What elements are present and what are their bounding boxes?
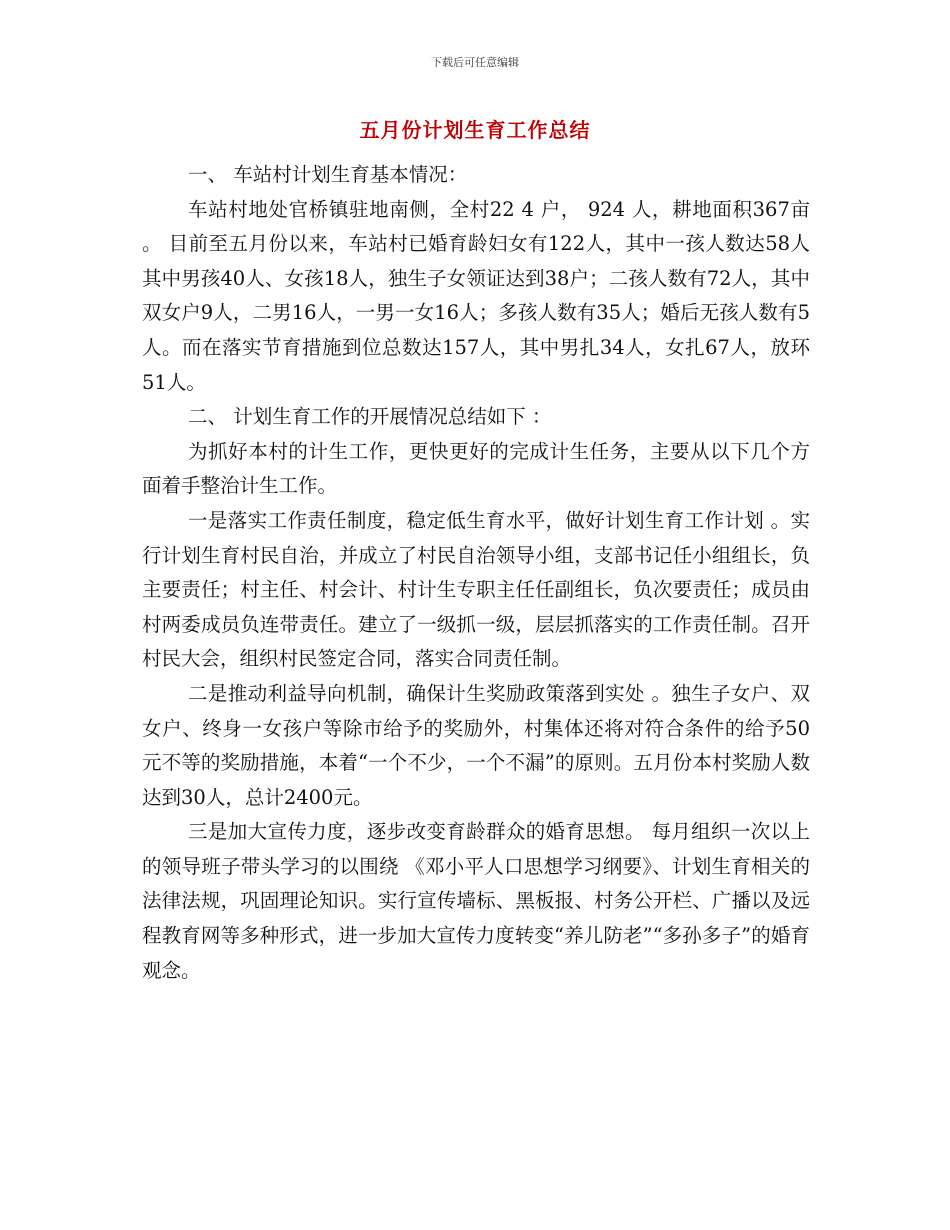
document-body: [142, 158, 810, 988]
header-note: 下载后可任意编辑: [431, 56, 519, 69]
paragraph-point-2: 二是推动利益导向机制，确保计生奖励政策落到实处 。独生子女户、双女户、终身一女孩户等除市给予的奖励外，村集体还将对符合条件的给予50元不等的奖励措施，本着“一个不少，一个不漏”的原则。五月份本村奖励人数达到30人，总计2400元。: [142, 681, 810, 809]
paragraph-intro: 为抓好本村的计生工作，更快更好的完成计生任务，主要从以下几个方面着手整治计生工作。: [142, 439, 810, 498]
paragraph-point-1: 一是落实工作责任制度，稳定低生育水平，做好计划生育工作计划 。实行计划生育村民自治，并成立了村民自治领导小组，支部书记任小组组长，负主要责任；村主任、村会计、村计生专职主任任副组长，负次要责任；成员由村两委成员负连带责任。建立了一级抓一级，层层抓落实的工作责任制。召开村民大会，组织村民签定合同，落实合同责任制。: [142, 508, 810, 671]
paragraph-point-3: 三是加大宣传力度，逐步改变育龄群众的婚育思想。 每月组织一次以上的领导班子带头学习的以围绕 《邓小平人口思想学习纲要》、计划生育相关的法律法规，巩固理论知识。实行宣传墙标、黑板报、村务公开栏、广播以及远程教育网等多种形式，进一步加大宣传力度转变“养儿防老”“多孙多子”的婚育观念。: [142, 820, 810, 982]
document-title: 五月份计划生育工作总结: [359, 118, 591, 142]
section-heading-1: 一、 车站村计划生育基本情况：: [188, 163, 468, 186]
paragraph-basic-situation: 车站村地处官桥镇驻地南侧，全村22 4 户， 924 人，耕地面积367亩 。 目前至五月份以来，车站村已婚育龄妇女有122人，其中一孩人数达58人其中男孩40人、女孩18人，独生子女领证达到38户；二孩人数有72人，其中双女户9人，二男16人，一男一女16人；多孩人数有35人；婚后无孩人数有5人。而在落实节育措施到位总数达157人，其中男扎34人，女扎67人，放环51人。: [142, 197, 810, 394]
section-heading-2: 二、 计划生育工作的开展情况总结如下 ：: [188, 405, 552, 429]
